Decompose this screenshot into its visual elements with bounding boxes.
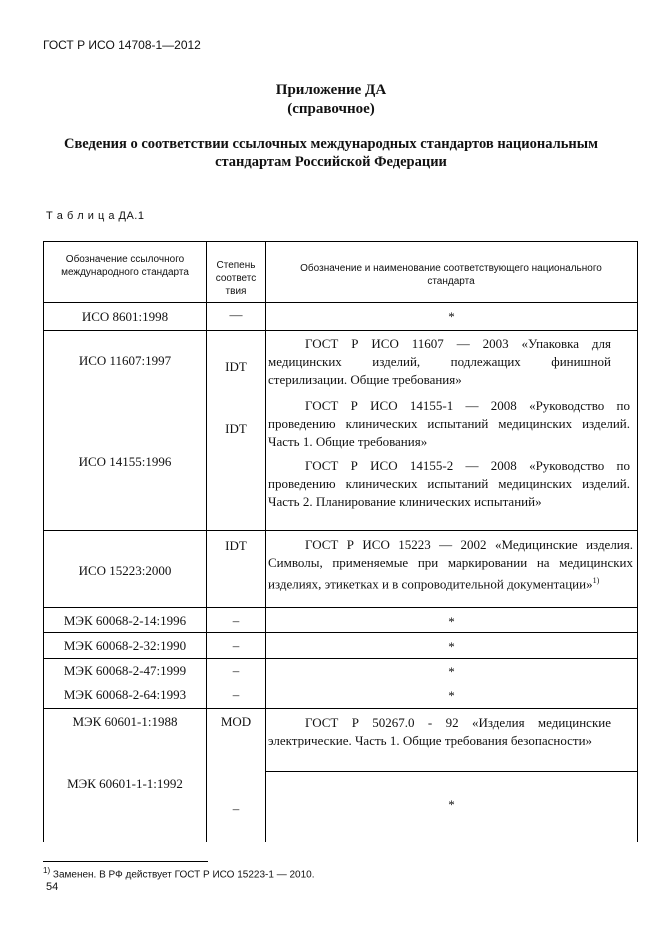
cell-national: ГОСТ Р ИСО 11607 — 2003 «Упаковка для медицинских изделий, подлежащих финишной стерилизации. Общие требования» [268, 336, 611, 387]
cell-degree: MOD [220, 714, 252, 729]
table-caption: Т а б л и ц а ДА.1 [46, 210, 145, 222]
cell-intl: МЭК 60601-1:1988 [72, 714, 178, 729]
cell-national-text: ГОСТ Р ИСО 15223 — 2002 «Медицинские изделия. Символы, применяемые при маркировании на медицинских изделиях, этикетках и в сопроводительной документации» [268, 537, 633, 592]
table-row-divider [43, 330, 638, 331]
cell-intl: ИСО 8601:1998 [81, 309, 169, 324]
cell-intl: МЭК 60068-2-64:1993 [63, 687, 187, 702]
column-header-national: Обозначение и наименование соответствующего национального стандарта [300, 263, 602, 287]
cell-degree: — [229, 307, 243, 322]
cell-national-part-2: ГОСТ Р ИСО 14155-2 — 2008 «Руководство по проведению клинических испытаний медицинских изделий. Часть 2. Планирование клинических испытаний» [268, 458, 630, 509]
cell-degree: IDT [225, 538, 247, 553]
section-title-line-1: Сведения о соответствии ссылочных международных стандартов национальным [64, 136, 598, 152]
table-row-divider [43, 658, 638, 659]
cell-national: * [448, 664, 455, 679]
table-border-right [637, 241, 638, 842]
table-row-divider [265, 771, 638, 772]
cell-degree: – [232, 638, 240, 653]
table-row-divider [43, 708, 638, 709]
cell-national: * [448, 688, 455, 703]
annex-subtitle: (справочное) [287, 101, 375, 117]
cell-intl: ИСО 11607:1997 [78, 353, 172, 368]
cell-national: * [448, 309, 455, 324]
cell-degree: – [232, 613, 240, 628]
table-column-divider [265, 241, 266, 842]
cell-intl: ИСО 15223:2000 [78, 563, 172, 578]
cell-national: * [448, 614, 455, 629]
table-border-left [43, 241, 44, 842]
cell-intl: МЭК 60068-2-47:1999 [63, 663, 187, 678]
cell-intl: МЭК 60601-1-1:1992 [67, 776, 183, 791]
table-row-divider [43, 607, 638, 608]
table-border-top [43, 241, 638, 242]
cell-national: * [448, 797, 455, 812]
footnote-marker: 1) [43, 866, 51, 875]
cell-degree: – [232, 801, 240, 816]
table-row-divider [43, 302, 638, 303]
cell-intl: МЭК 60068-2-32:1990 [63, 638, 187, 653]
cell-national: * [448, 639, 455, 654]
table-row-divider [43, 530, 638, 531]
cell-intl: МЭК 60068-2-14:1996 [63, 613, 187, 628]
page-number: 54 [46, 881, 59, 893]
cell-national-part-1: ГОСТ Р ИСО 14155-1 — 2008 «Руководство по проведению клинических испытаний медицинских изделий. Часть 1. Общие требования» [268, 398, 630, 449]
footnote-ref: 1) [592, 576, 600, 585]
cell-national [268, 536, 633, 593]
cell-intl: ИСО 14155:1996 [78, 454, 172, 469]
cell-national: ГОСТ Р 50267.0 - 92 «Изделия медицинские электрические. Часть 1. Общие требования безопасности» [268, 715, 611, 748]
running-header: ГОСТ Р ИСО 14708-1—2012 [43, 38, 201, 52]
column-header-intl: Обозначение ссылочного международного стандарта [61, 254, 189, 278]
table-row-divider [43, 632, 638, 633]
footnote-separator [43, 861, 208, 862]
cell-degree: – [232, 687, 240, 702]
cell-degree: IDT [225, 421, 247, 436]
annex-title: Приложение ДА [275, 82, 387, 98]
cell-degree: IDT [225, 359, 247, 374]
cell-degree: – [232, 663, 240, 678]
footnote-text: Заменен. В РФ действует ГОСТ Р ИСО 15223-1 — 2010. [52, 869, 315, 881]
section-title-line-2: стандартам Российской Федерации [215, 154, 447, 170]
column-header-degree: Степень соответс твия [215, 260, 257, 297]
footnote [43, 866, 315, 880]
